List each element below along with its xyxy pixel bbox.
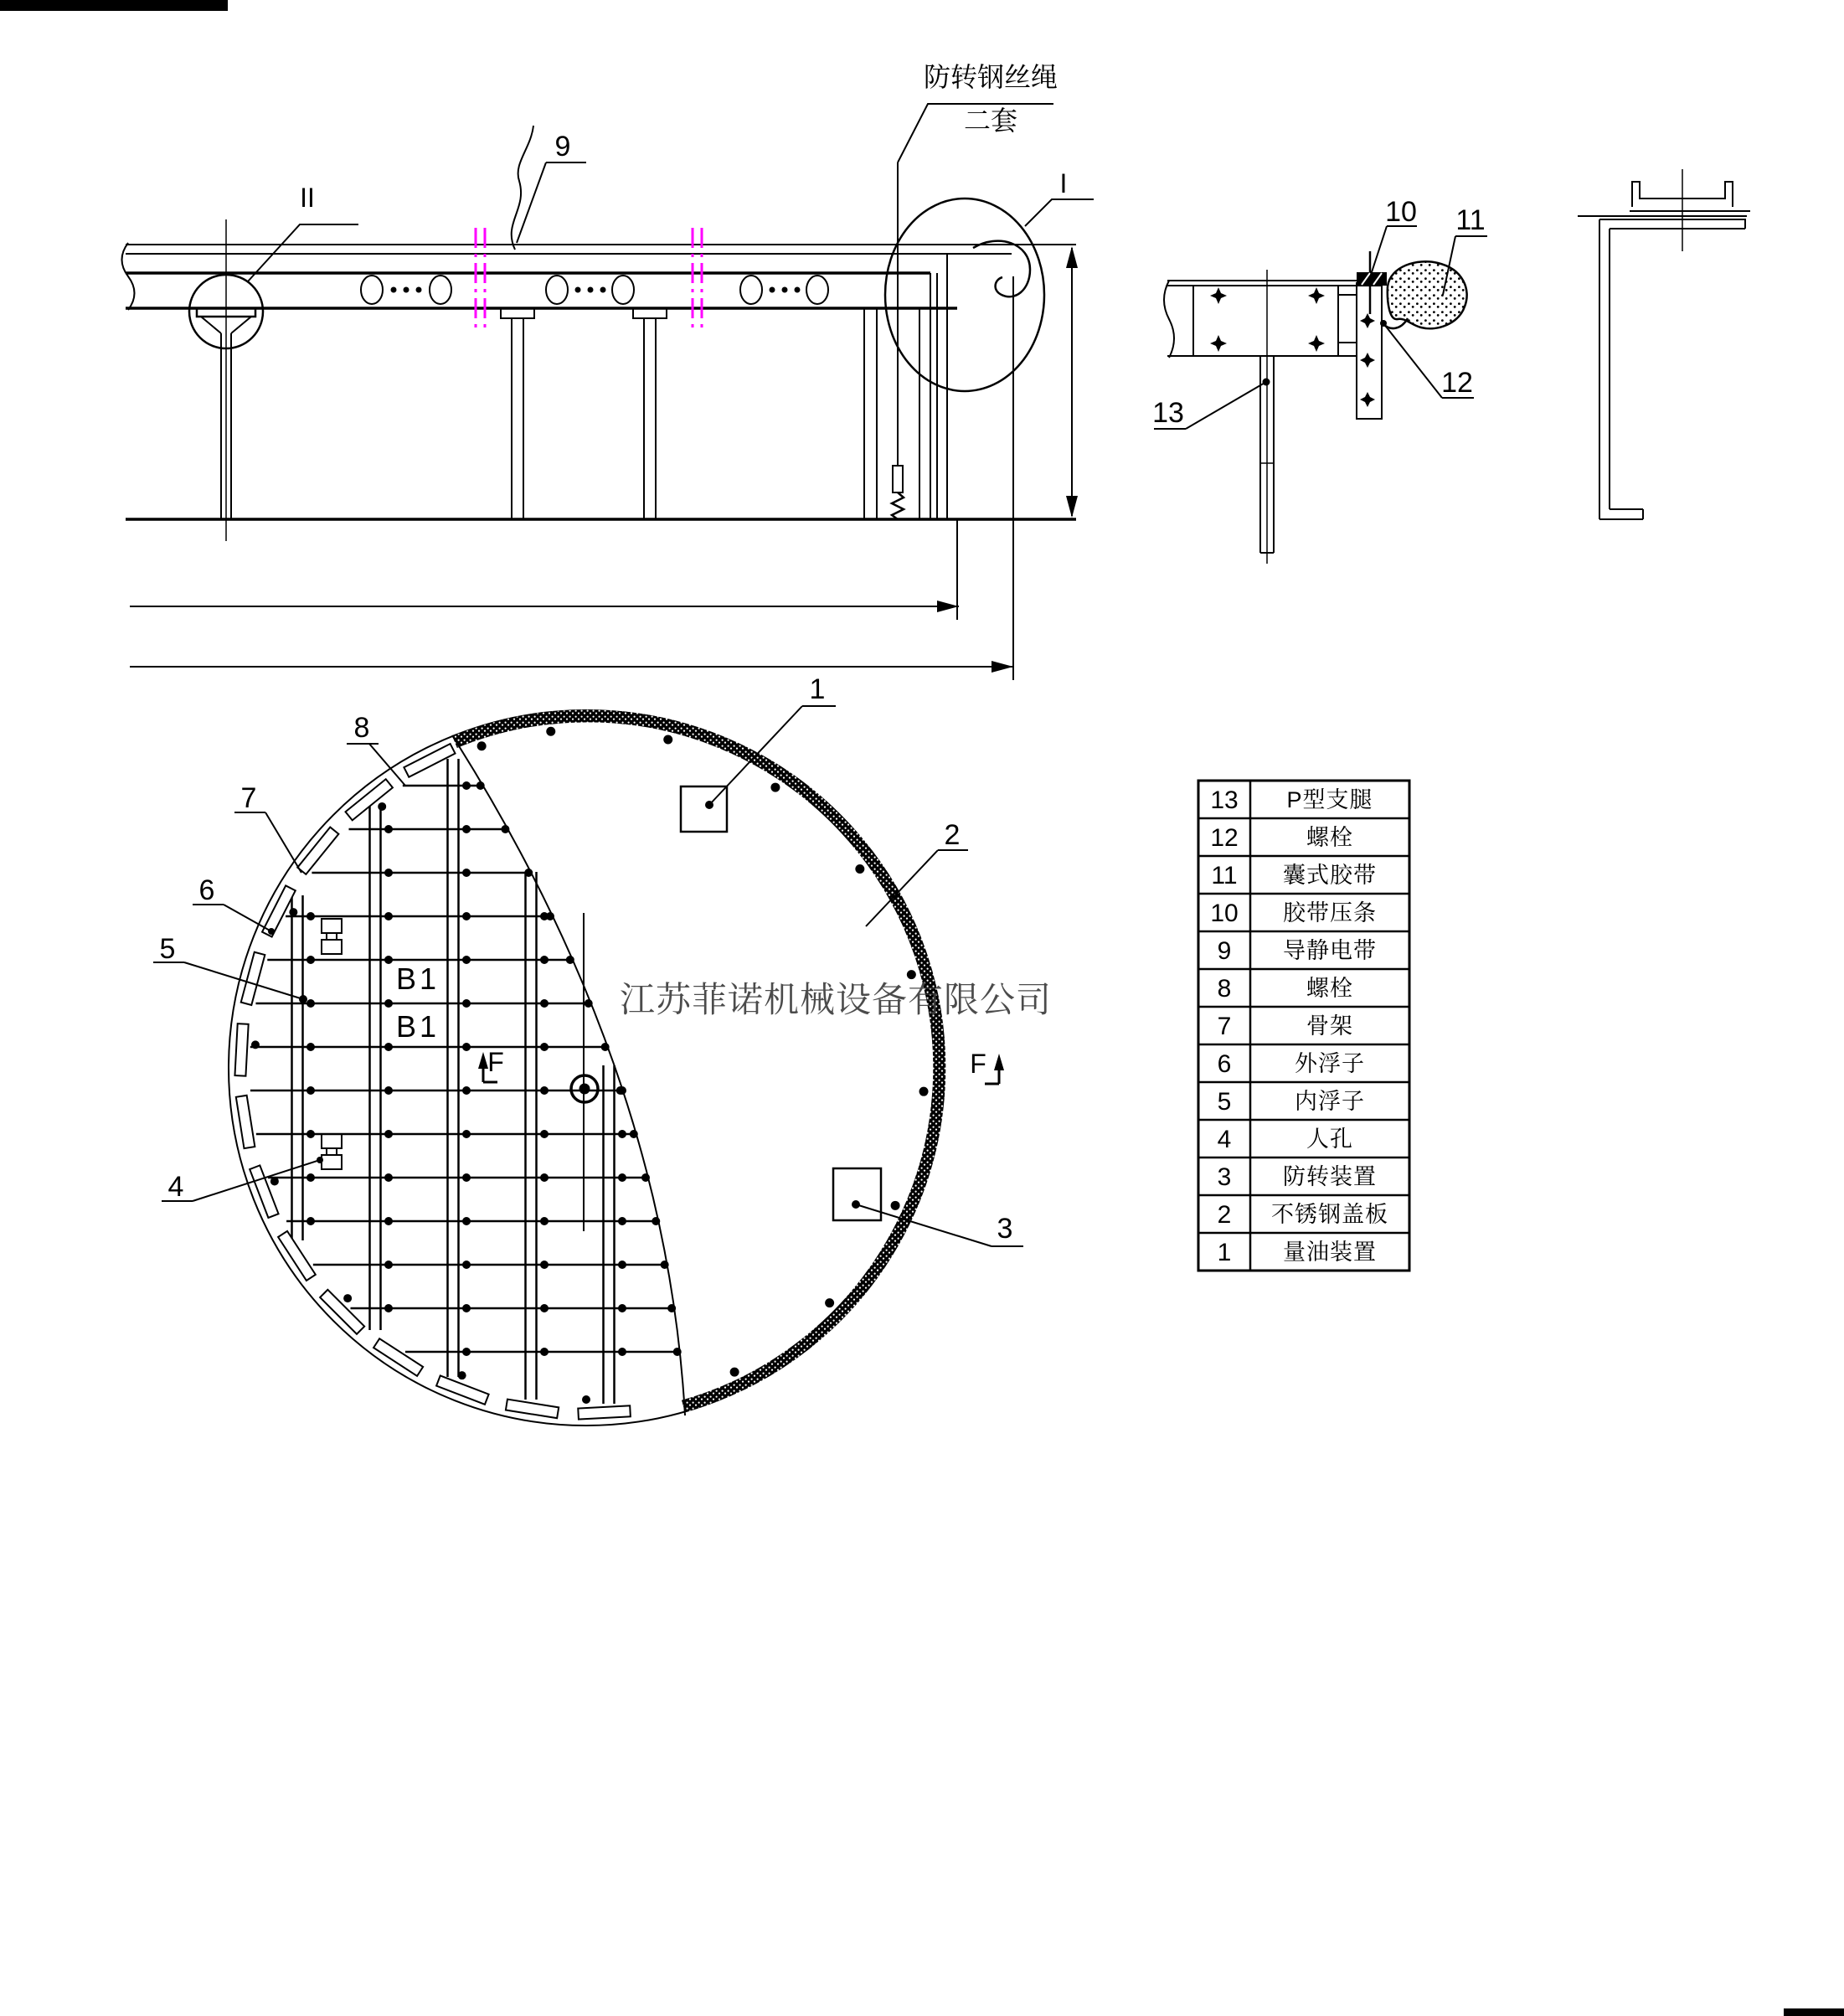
grid-label-b1-upper: B1: [395, 962, 440, 996]
callout-11: 11: [1455, 204, 1486, 236]
table-no-row3: 10: [1210, 900, 1239, 927]
frame-bar-top-left: [0, 0, 228, 11]
table-no-row5: 8: [1217, 975, 1232, 1003]
callout-6: 6: [198, 874, 215, 906]
callout-5: 5: [159, 933, 176, 965]
wire-rope-note-line1: 防转钢丝绳: [923, 62, 1058, 92]
table-name-row8: 内浮子: [1295, 1089, 1365, 1114]
table-no-row1: 12: [1210, 824, 1239, 852]
table-no-row8: 5: [1217, 1088, 1232, 1116]
table-no-row4: 9: [1217, 937, 1232, 965]
callout-4: 4: [167, 1171, 184, 1203]
watermark-text: 江苏菲诺机械设备有限公司: [619, 980, 1053, 1019]
table-name-row3: 胶带压条: [1283, 900, 1377, 926]
callout-1: 1: [809, 673, 826, 705]
callout-7: 7: [240, 782, 257, 814]
callout-10: 10: [1385, 196, 1417, 228]
callout-12: 12: [1441, 367, 1473, 399]
table-name-row11: 不锈钢盖板: [1271, 1202, 1388, 1227]
callout-2: 2: [944, 819, 961, 851]
grid-label-b1-lower: B1: [395, 1009, 440, 1044]
table-no-row11: 2: [1217, 1201, 1232, 1229]
section-f-left-label: F: [487, 1047, 504, 1077]
table-name-row6: 骨架: [1306, 1013, 1353, 1039]
detail-mark-II: II: [300, 183, 315, 213]
table-name-row1: 螺栓: [1306, 825, 1353, 850]
table-no-row6: 7: [1217, 1013, 1232, 1040]
table-no-row2: 11: [1211, 862, 1238, 889]
callout-9: 9: [554, 131, 571, 162]
frame-bar-bottom-right: [1784, 2008, 1844, 2016]
table-no-row7: 6: [1217, 1050, 1232, 1078]
table-no-row9: 4: [1217, 1126, 1232, 1153]
table-name-row9: 人孔: [1306, 1127, 1353, 1152]
table-name-row5: 螺栓: [1306, 976, 1353, 1001]
wire-rope-note-line2: 二套: [963, 106, 1018, 136]
callout-13: 13: [1152, 397, 1184, 429]
bladder-seal-blob: [1388, 261, 1467, 328]
table-name-row4: 导静电带: [1283, 938, 1377, 963]
detail-mark-I: I: [1059, 168, 1068, 199]
table-name-row7: 外浮子: [1295, 1051, 1365, 1076]
section-f-right-label: F: [970, 1049, 986, 1079]
callout-8: 8: [353, 712, 370, 744]
table-name-row10: 防转装置: [1283, 1164, 1377, 1189]
table-name-row2: 囊式胶带: [1283, 863, 1377, 888]
callout-3: 3: [997, 1213, 1013, 1245]
table-no-row12: 1: [1217, 1239, 1232, 1266]
table-no-row10: 3: [1217, 1163, 1232, 1191]
table-name-row0: P型支腿: [1286, 787, 1373, 812]
table-name-row12: 量油装置: [1283, 1240, 1377, 1265]
table-no-row0: 13: [1210, 786, 1239, 814]
